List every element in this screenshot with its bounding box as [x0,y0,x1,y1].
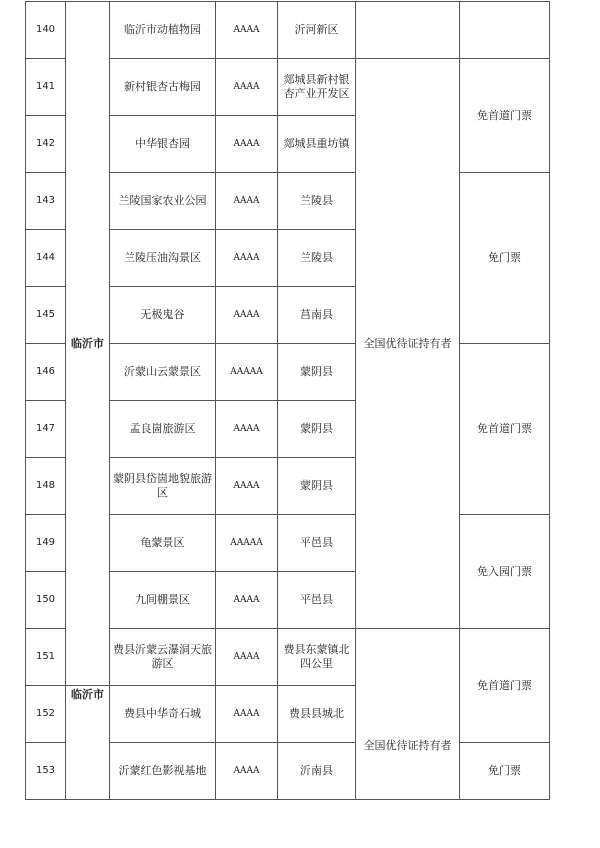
row-number: 150 [26,572,66,629]
policy-cell: 免首道门票 [460,59,550,173]
spot-location: 平邑县 [278,572,356,629]
eligibility-cell-empty [356,2,460,59]
spot-name: 临沂市动植物园 [110,2,216,59]
spot-name: 无极鬼谷 [110,287,216,344]
row-number: 147 [26,401,66,458]
spot-location: 郯城县重坊镇 [278,116,356,173]
spot-location: 郯城县新村银杏产业开发区 [278,59,356,116]
spot-grade: AAAA [216,116,278,173]
policy-cell-empty [460,2,550,59]
row-number: 142 [26,116,66,173]
spot-name: 费县中华奇石城 [110,686,216,743]
spot-grade: AAAA [216,686,278,743]
spot-name: 龟蒙景区 [110,515,216,572]
row-number: 146 [26,344,66,401]
spot-location: 蒙阴县 [278,458,356,515]
policy-cell: 免首道门票 [460,344,550,515]
spot-location: 兰陵县 [278,230,356,287]
eligibility-label: 全国优待证持有者 [363,336,452,350]
scenic-spots-table [25,1,550,800]
city-cell [66,2,110,686]
row-number: 144 [26,230,66,287]
eligibility-cell [356,59,460,629]
spot-name: 中华银杏园 [110,116,216,173]
spot-grade: AAAA [216,287,278,344]
spot-name: 新村银杏古梅园 [110,59,216,116]
spot-grade: AAAA [216,2,278,59]
table-row [26,2,550,59]
spot-grade: AAAA [216,629,278,686]
spot-name: 费县沂蒙云瀑洞天旅游区 [110,629,216,686]
policy-cell: 免首道门票 [460,629,550,743]
spot-name: 兰陵压油沟景区 [110,230,216,287]
eligibility-cell [356,629,460,800]
policy-cell: 免门票 [460,743,550,800]
policy-cell: 免门票 [460,173,550,344]
row-number: 145 [26,287,66,344]
spot-location: 沂南县 [278,743,356,800]
city-cell [66,686,110,800]
spot-grade: AAAA [216,230,278,287]
spot-grade: AAAAA [216,344,278,401]
row-number: 143 [26,173,66,230]
spot-name: 蒙阴县岱崮地貌旅游区 [110,458,216,515]
row-number: 141 [26,59,66,116]
spot-location: 蒙阴县 [278,344,356,401]
spot-name: 沂蒙红色影视基地 [110,743,216,800]
spot-location: 平邑县 [278,515,356,572]
spot-grade: AAAA [216,59,278,116]
row-number: 153 [26,743,66,800]
spot-location: 兰陵县 [278,173,356,230]
spot-location: 莒南县 [278,287,356,344]
row-number: 152 [26,686,66,743]
spot-grade: AAAA [216,458,278,515]
row-number: 148 [26,458,66,515]
spot-grade: AAAA [216,173,278,230]
row-number: 151 [26,629,66,686]
row-number: 140 [26,2,66,59]
spot-name: 沂蒙山云蒙景区 [110,344,216,401]
spot-location: 费县东蒙镇北四公里 [278,629,356,686]
city-label: 临沂市 [71,688,104,701]
spot-grade: AAAA [216,572,278,629]
spot-grade: AAAA [216,401,278,458]
spot-location: 沂河新区 [278,2,356,59]
policy-cell: 免入园门票 [460,515,550,629]
row-number: 149 [26,515,66,572]
spot-location: 蒙阴县 [278,401,356,458]
city-label: 临沂市 [71,336,104,350]
spot-name: 九间棚景区 [110,572,216,629]
spot-location: 费县县城北 [278,686,356,743]
spot-grade: AAAA [216,743,278,800]
spot-grade: AAAAA [216,515,278,572]
eligibility-label: 全国优待证持有者 [363,739,452,752]
spot-name: 孟良崮旅游区 [110,401,216,458]
spot-name: 兰陵国家农业公园 [110,173,216,230]
